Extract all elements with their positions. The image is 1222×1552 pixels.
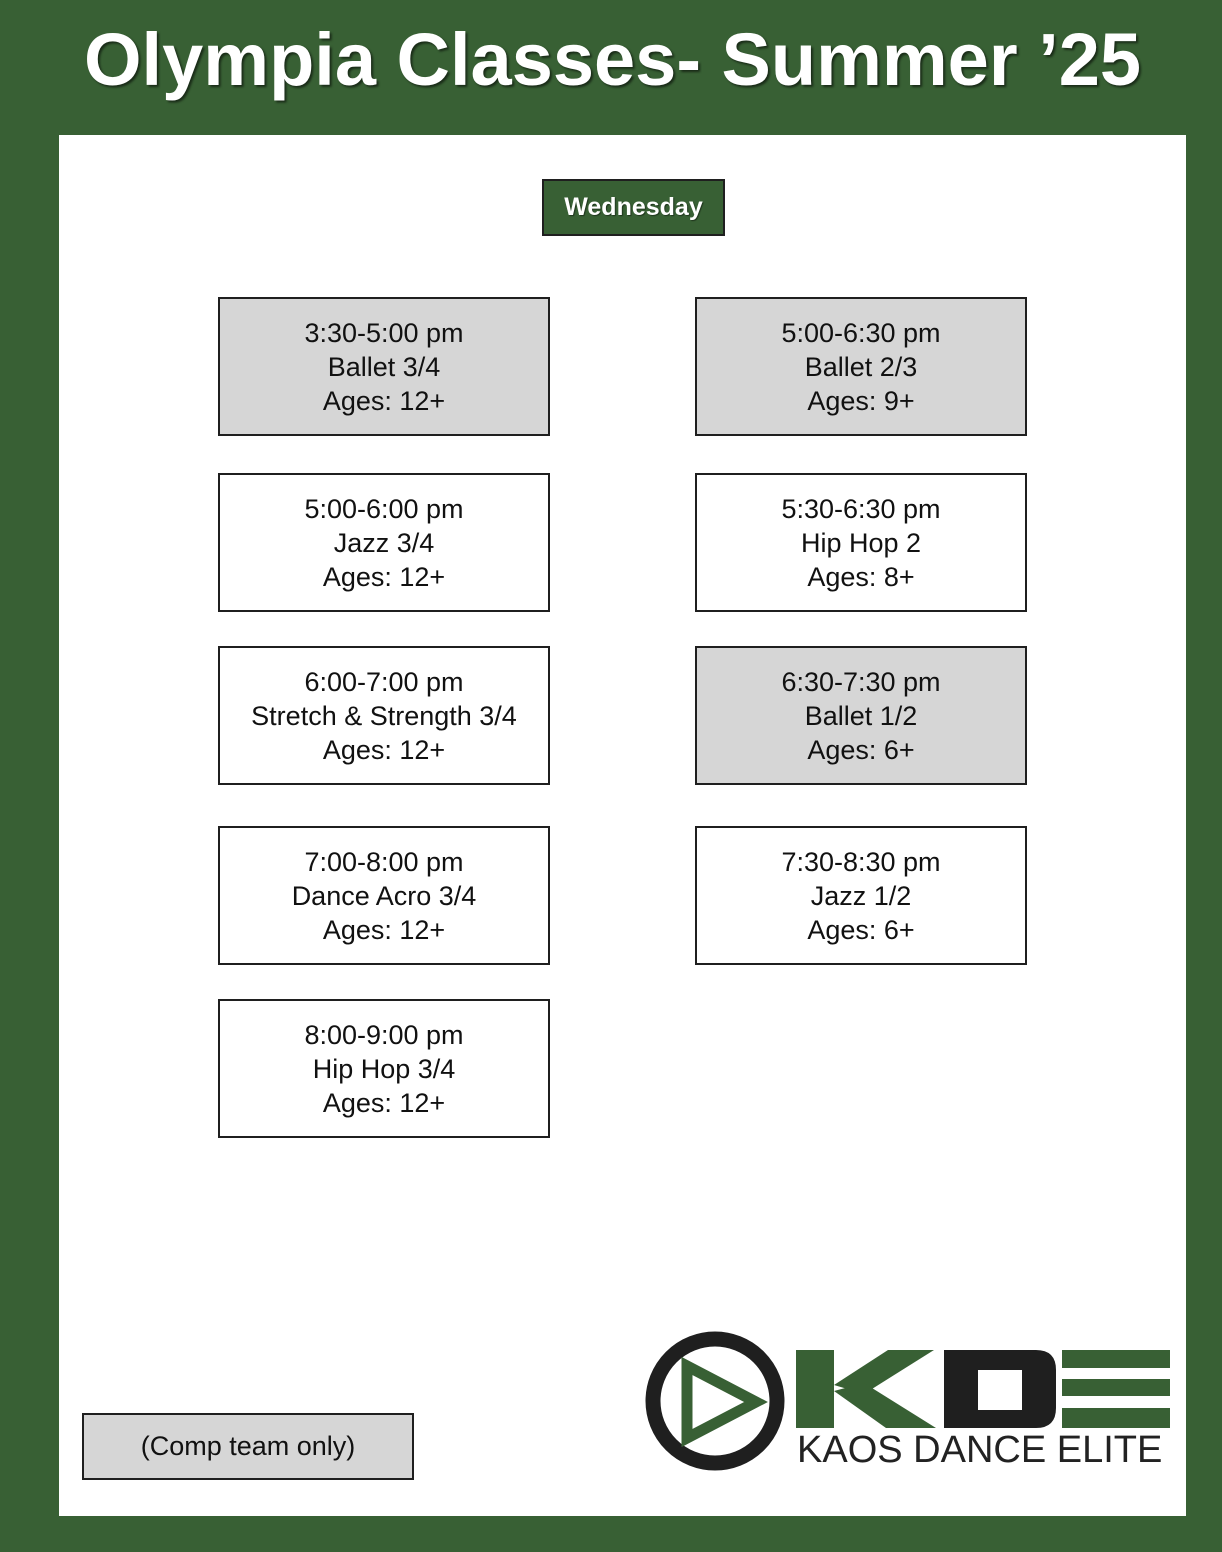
class-time: 6:00-7:00 pm <box>304 666 464 697</box>
class-time: 5:00-6:00 pm <box>304 493 464 524</box>
class-name: Ballet 1/2 <box>804 700 918 731</box>
class-name: Ballet 3/4 <box>327 351 441 382</box>
class-time: 8:00-9:00 pm <box>304 1019 464 1050</box>
comp-team-legend: (Comp team only) <box>82 1413 414 1480</box>
class-card <box>218 646 550 785</box>
class-time: 3:30-5:00 pm <box>304 317 464 348</box>
logo-letter-d <box>944 1350 1056 1428</box>
day-label: Wednesday <box>542 179 725 236</box>
page-title: Olympia Classes- Summer ’25 <box>84 18 1142 101</box>
class-card <box>695 473 1027 612</box>
class-ages: Ages: 8+ <box>807 561 915 592</box>
class-name: Hip Hop 2 <box>800 527 922 558</box>
class-card <box>695 826 1027 965</box>
class-card <box>218 999 550 1138</box>
play-circle-icon <box>653 1339 777 1463</box>
class-name: Dance Acro 3/4 <box>291 880 477 911</box>
class-ages: Ages: 12+ <box>322 734 446 765</box>
class-ages: Ages: 6+ <box>807 914 915 945</box>
logo-caption: KAOS DANCE ELITE <box>797 1429 1163 1471</box>
class-time: 5:30-6:30 pm <box>781 493 941 524</box>
class-name: Hip Hop 3/4 <box>312 1053 456 1084</box>
logo-letter-e <box>1062 1350 1170 1428</box>
class-name: Ballet 2/3 <box>804 351 918 382</box>
class-time: 5:00-6:30 pm <box>781 317 941 348</box>
class-card <box>695 646 1027 785</box>
class-card <box>218 297 550 436</box>
class-ages: Ages: 12+ <box>322 561 446 592</box>
schedule-panel <box>59 135 1186 1516</box>
class-name: Jazz 1/2 <box>810 880 912 911</box>
class-name: Stretch & Strength 3/4 <box>251 700 517 731</box>
class-card <box>218 826 550 965</box>
class-card <box>218 473 550 612</box>
class-time: 7:30-8:30 pm <box>781 846 941 877</box>
class-ages: Ages: 12+ <box>322 914 446 945</box>
class-time: 6:30-7:30 pm <box>781 666 941 697</box>
class-ages: Ages: 12+ <box>322 385 446 416</box>
class-name: Jazz 3/4 <box>333 527 435 558</box>
class-ages: Ages: 6+ <box>807 734 915 765</box>
class-ages: Ages: 9+ <box>807 385 915 416</box>
logo-letter-k <box>796 1350 936 1428</box>
class-time: 7:00-8:00 pm <box>304 846 464 877</box>
class-card <box>695 297 1027 436</box>
class-ages: Ages: 12+ <box>322 1087 446 1118</box>
